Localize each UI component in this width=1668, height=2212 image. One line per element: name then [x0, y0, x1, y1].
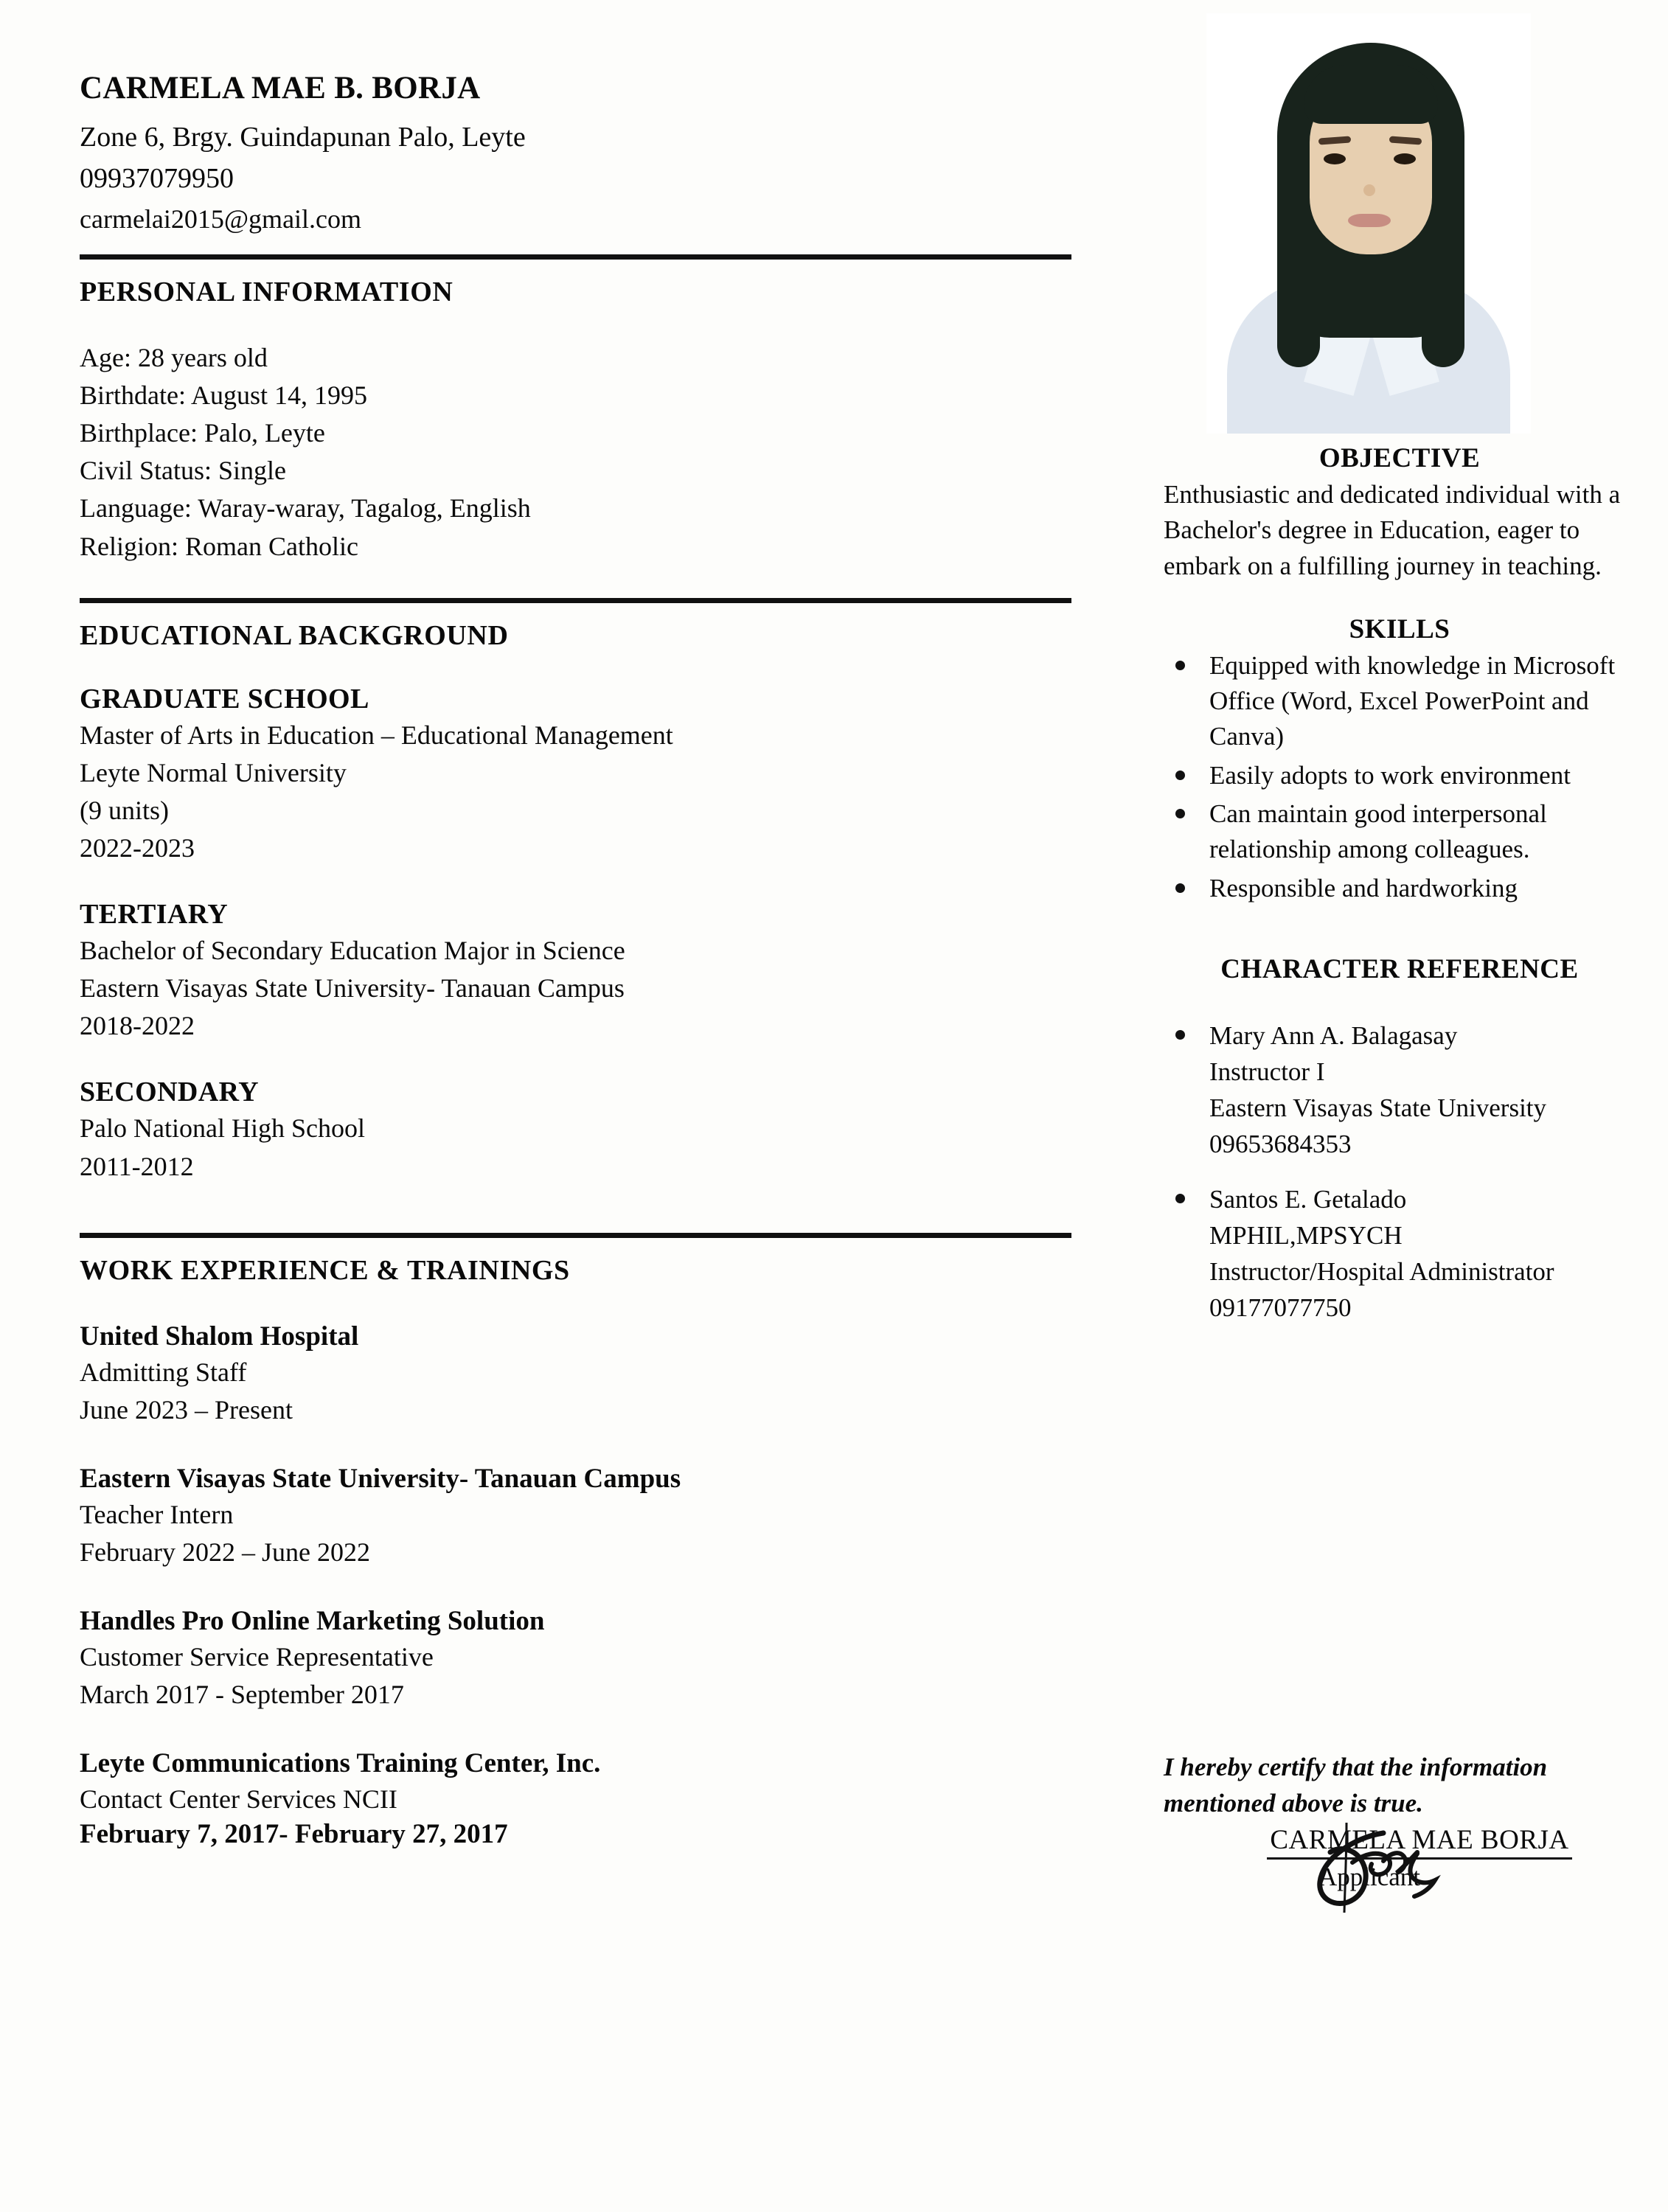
education-detail: Eastern Visayas State University- Tanauan Campus: [80, 973, 625, 1004]
photo-eye-right: [1394, 153, 1416, 164]
applicant-name: CARMELA MAE B. BORJA: [80, 71, 481, 105]
work-dates: February 2022 – June 2022: [80, 1537, 370, 1567]
bullet-icon: [1175, 771, 1185, 780]
photo-illustration: [1206, 13, 1531, 434]
education-detail: Leyte Normal University: [80, 757, 347, 787]
personal-info-line: Birthdate: August 14, 1995: [80, 380, 367, 411]
education-entry-secondary: [80, 1076, 1112, 1185]
photo-fringe: [1304, 65, 1438, 124]
character-reference-list: [1164, 1018, 1636, 1326]
work-dates: March 2017 - September 2017: [80, 1680, 404, 1710]
reference-item: [1164, 1181, 1636, 1326]
divider-work-experience: [80, 1233, 1071, 1238]
education-detail: 2011-2012: [80, 1151, 194, 1181]
education-detail: 2022-2023: [80, 833, 195, 863]
section-title-skills: SKILLS: [1349, 613, 1450, 644]
work-organization: Leyte Communications Training Center, Inc.: [80, 1748, 601, 1779]
education-detail: Bachelor of Secondary Education Major in Science: [80, 936, 625, 966]
skill-item: [1164, 871, 1636, 906]
right-column: [1164, 442, 1636, 1345]
education-entry-tertiary: [80, 898, 1112, 1045]
work-role: Admitting Staff: [80, 1357, 247, 1387]
work-organization: United Shalom Hospital: [80, 1321, 359, 1352]
reference-item: [1164, 1018, 1636, 1162]
section-title-work-experience: WORK EXPERIENCE & TRAININGS: [80, 1254, 570, 1286]
applicant-email: carmelai2015@gmail.com: [80, 204, 362, 234]
education-level: SECONDARY: [80, 1077, 259, 1108]
signature-icon: [1259, 1818, 1510, 1914]
photo-mouth: [1348, 214, 1391, 227]
reference-position: Instructor I: [1209, 1057, 1325, 1086]
certification-statement: I hereby certify that the information mentioned above is true.: [1164, 1753, 1548, 1818]
education-level: GRADUATE SCHOOL: [80, 683, 369, 714]
personal-info-line: Religion: Roman Catholic: [80, 531, 358, 561]
work-entry: [80, 1747, 1112, 1850]
applicant-address: Zone 6, Brgy. Guindapunan Palo, Leyte: [80, 122, 526, 153]
work-dates: February 7, 2017- February 27, 2017: [80, 1819, 508, 1850]
reference-credentials: MPHIL,MPSYCH: [1209, 1220, 1403, 1250]
bullet-icon: [1175, 661, 1185, 670]
skill-text: Responsible and hardworking: [1209, 873, 1518, 902]
divider-personal-information: [80, 254, 1071, 260]
section-title-objective: OBJECTIVE: [1318, 443, 1481, 473]
personal-info-line: Language: Waray-waray, Tagalog, English: [80, 493, 531, 524]
personal-information-list: [80, 339, 1112, 566]
reference-contact: 09653684353: [1209, 1129, 1352, 1158]
certification-block: [1164, 1749, 1643, 1911]
personal-info-line: Birthplace: Palo, Leyte: [80, 418, 325, 448]
personal-info-line: Age: 28 years old: [80, 343, 268, 373]
personal-info-line: Civil Status: Single: [80, 456, 287, 486]
work-dates: June 2023 – Present: [80, 1394, 293, 1425]
skill-text: Equipped with knowledge in Microsoft Office (Word, Excel PowerPoint and Canva): [1209, 650, 1616, 751]
education-detail: 2018-2022: [80, 1011, 195, 1041]
work-role: Teacher Intern: [80, 1499, 234, 1529]
objective-text: Enthusiastic and dedicated individual with a Bachelor's degree in Education, eager to embark on a fulfilling journey in teaching.: [1164, 480, 1621, 580]
work-organization: Eastern Visayas State University- Tanauan Campus: [80, 1463, 681, 1494]
skills-list: [1164, 648, 1636, 906]
education-detail: Master of Arts in Education – Educational Management: [80, 720, 673, 750]
work-entry: [80, 1321, 1112, 1429]
education-level: TERTIARY: [80, 899, 229, 931]
reference-organization: Eastern Visayas State University: [1209, 1093, 1547, 1122]
reference-name: Santos E. Getalado: [1209, 1184, 1407, 1214]
work-role: Contact Center Services NCII: [80, 1784, 397, 1815]
skill-item: [1164, 648, 1636, 755]
skill-text: Can maintain good interpersonal relationship among colleagues.: [1209, 799, 1547, 864]
applicant-photo: [1206, 13, 1531, 434]
spacer: [1164, 909, 1636, 953]
work-entry: [80, 1463, 1112, 1571]
reference-name: Mary Ann A. Balagasay: [1209, 1020, 1458, 1050]
reference-contact: 09177077750: [1209, 1293, 1352, 1322]
bullet-icon: [1175, 883, 1185, 893]
work-entry: [80, 1605, 1112, 1714]
skill-text: Easily adopts to work environment: [1209, 760, 1571, 790]
photo-eye-left: [1324, 153, 1346, 164]
work-role: Customer Service Representative: [80, 1642, 434, 1672]
bullet-icon: [1175, 809, 1185, 818]
skill-item: [1164, 796, 1636, 868]
bullet-icon: [1175, 1030, 1185, 1040]
education-detail: Palo National High School: [80, 1113, 365, 1144]
bullet-icon: [1175, 1194, 1185, 1203]
section-title-character-reference: CHARACTER REFERENCE: [1220, 953, 1579, 984]
work-organization: Handles Pro Online Marketing Solution: [80, 1606, 545, 1637]
signature-role: Applicant: [1318, 1863, 1421, 1891]
photo-nose: [1363, 184, 1375, 196]
spacer: [1164, 584, 1636, 613]
education-entry-graduate: [80, 683, 1112, 867]
section-title-personal-information: PERSONAL INFORMATION: [80, 276, 454, 308]
applicant-phone: 09937079950: [80, 162, 234, 194]
left-column: [80, 70, 1112, 1851]
signature-area: [1164, 1824, 1643, 1911]
signature-name: CARMELA MAE BORJA: [1267, 1824, 1571, 1860]
spacer: [1164, 985, 1636, 1015]
divider-educational-background: [80, 598, 1071, 603]
reference-position: Instructor/Hospital Administrator: [1209, 1256, 1554, 1286]
section-title-educational-background: EDUCATIONAL BACKGROUND: [80, 619, 509, 651]
skill-item: [1164, 758, 1636, 793]
education-detail: (9 units): [80, 795, 169, 825]
